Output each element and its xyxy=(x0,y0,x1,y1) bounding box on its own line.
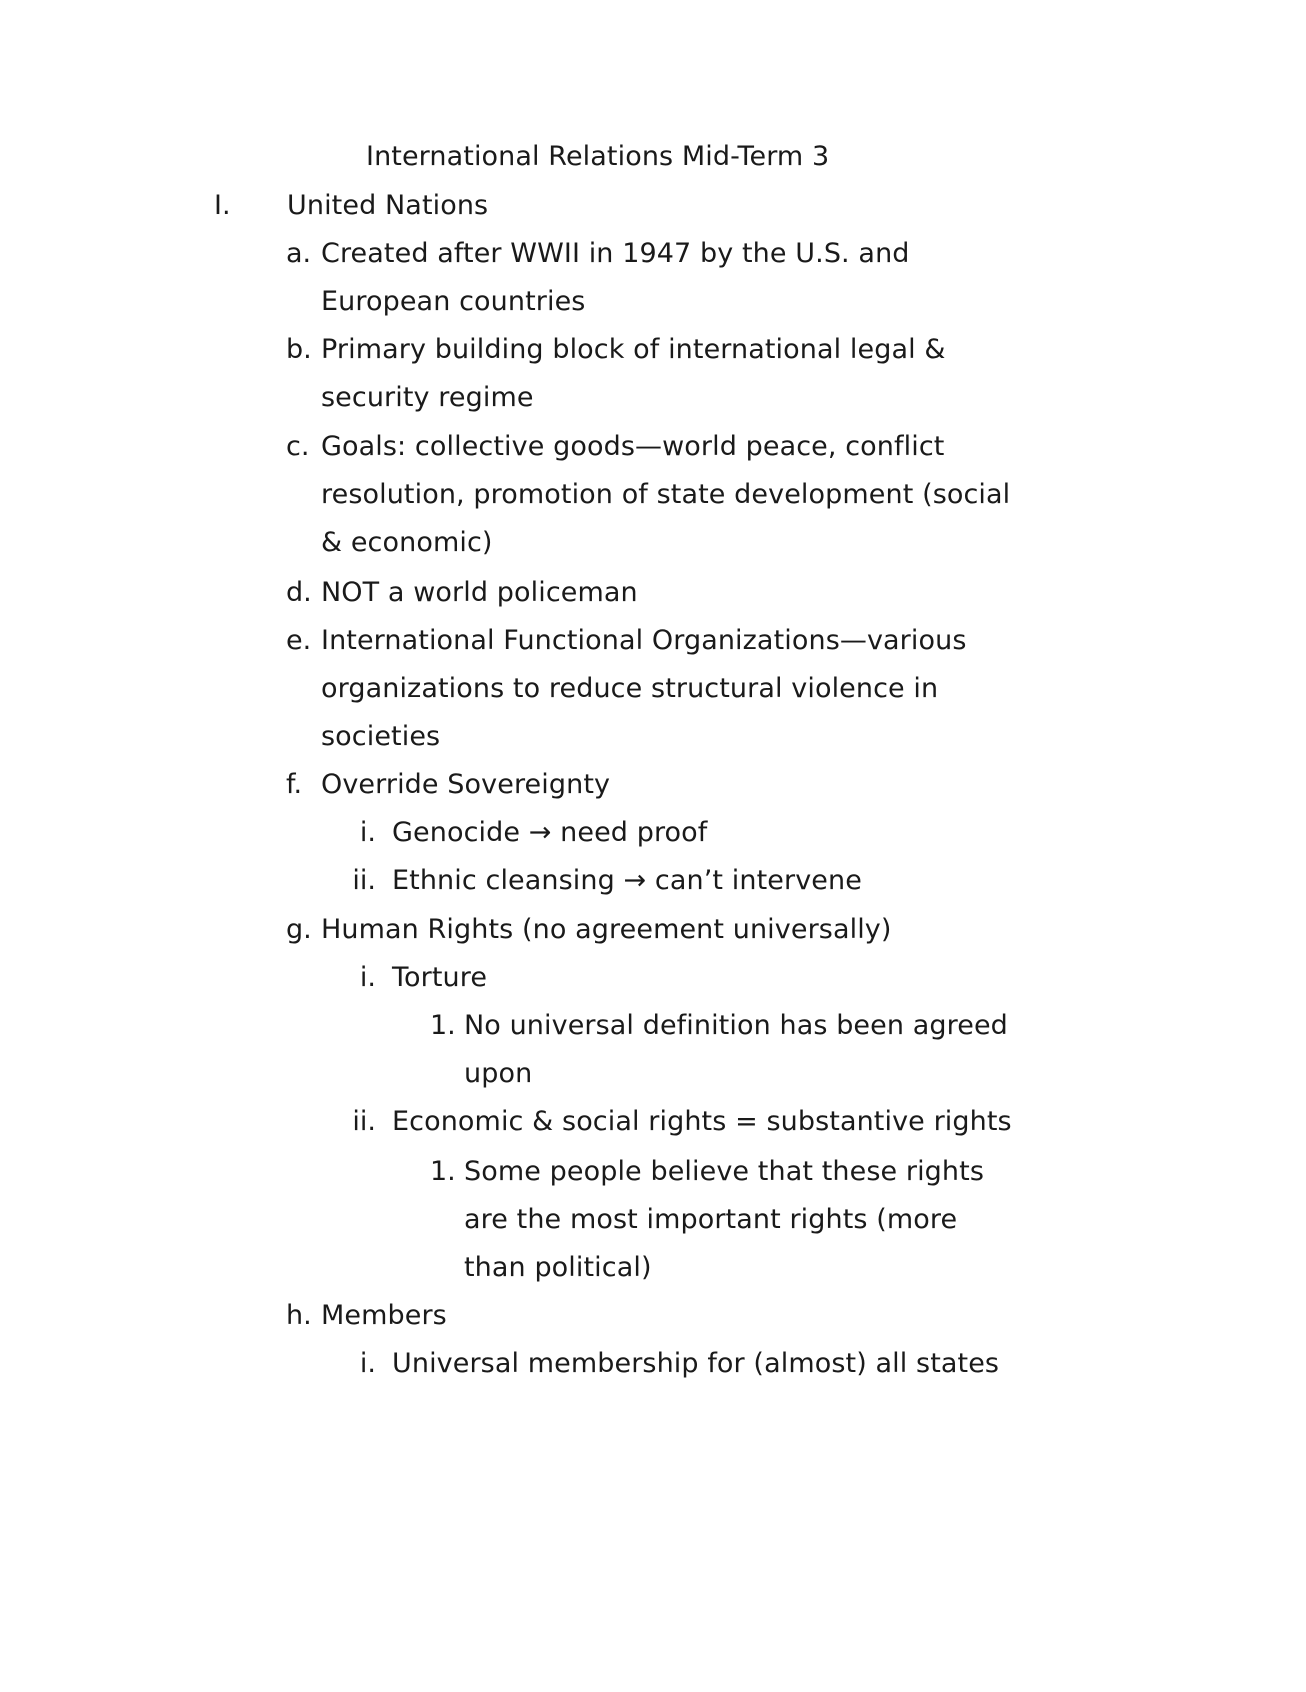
outline-line-text: Economic & social rights = substantive rights xyxy=(392,1105,1012,1137)
outline-line-text: upon xyxy=(464,1057,533,1089)
outline-line-text: Members xyxy=(321,1300,447,1332)
outline-marker: i. xyxy=(359,1348,376,1380)
outline-marker: 1. xyxy=(430,1156,456,1187)
outline-marker: d. xyxy=(286,576,312,608)
outline-marker: e. xyxy=(286,624,312,656)
outline-line-text: Primary building block of international legal & xyxy=(321,334,946,366)
outline-line-text: organizations to reduce structural violence in xyxy=(321,673,939,704)
outline-marker: f. xyxy=(286,769,303,801)
outline-line-text: resolution, promotion of state development (social xyxy=(321,478,1011,510)
outline-line-text: Some people believe that these rights xyxy=(464,1156,984,1187)
outline-line-text: security regime xyxy=(321,382,534,414)
outline-line-text: than political) xyxy=(464,1252,652,1284)
outline-marker: b. xyxy=(286,334,312,366)
outline-marker: g. xyxy=(286,913,312,945)
outline-line-text: Created after WWII in 1947 by the U.S. and xyxy=(321,238,910,270)
outline-line-text: Genocide → need proof xyxy=(392,817,708,849)
outline-line-text: are the most important rights (more xyxy=(464,1204,958,1236)
outline-line-text: European countries xyxy=(321,286,586,318)
outline-marker: c. xyxy=(286,430,310,462)
outline-line-text: societies xyxy=(321,721,441,753)
outline-line-text: NOT a world policeman xyxy=(321,576,638,608)
outline-line-text: Human Rights (no agreement universally) xyxy=(321,913,892,945)
outline-marker: ii. xyxy=(352,1105,376,1137)
outline-line-text: Ethnic cleansing → can’t intervene xyxy=(392,865,862,897)
outline-line-text: Goals: collective goods—world peace, conflict xyxy=(321,430,945,462)
outline-line-text: United Nations xyxy=(287,190,489,221)
outline-line-text: Torture xyxy=(392,961,488,993)
outline-marker: h. xyxy=(286,1300,312,1332)
outline-marker: 1. xyxy=(430,1009,456,1041)
outline-line-text: Universal membership for (almost) all states xyxy=(392,1348,1000,1380)
outline-marker: ii. xyxy=(352,865,376,897)
outline-marker: a. xyxy=(286,238,312,270)
outline-line-text: & economic) xyxy=(321,526,493,558)
document-title: International Relations Mid-Term 3 xyxy=(366,141,830,172)
outline-line-text: Override Sovereignty xyxy=(321,769,611,801)
outline-marker: i. xyxy=(359,817,376,849)
outline-line-text: International Functional Organizations—various xyxy=(321,624,967,656)
outline-marker: I. xyxy=(214,190,231,221)
outline-line-text: No universal definition has been agreed xyxy=(464,1009,1008,1041)
outline-marker: i. xyxy=(359,961,376,993)
